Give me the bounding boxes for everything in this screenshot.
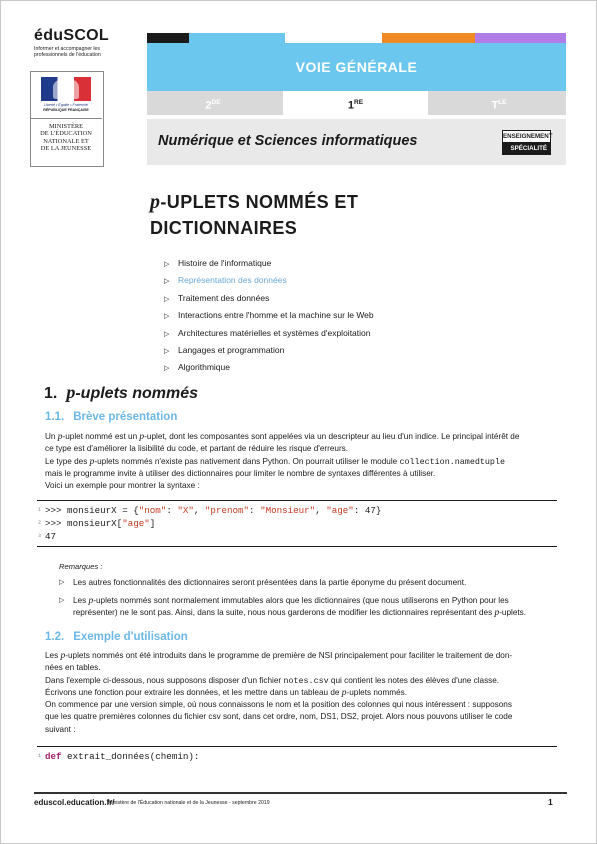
code-block-function[interactable]: [37, 746, 557, 765]
code-text: ,: [315, 505, 327, 516]
ministry-line: DE LA JEUNESSE: [40, 145, 92, 153]
eduscol-logo[interactable]: éduSCOL: [34, 27, 109, 44]
paragraph-presentation: [45, 431, 557, 492]
code-string: "nom": [138, 505, 167, 516]
theme-item[interactable]: [164, 361, 374, 378]
code-line: [37, 504, 557, 517]
math-variable: p: [139, 432, 145, 442]
code-text: :: [166, 505, 178, 516]
text: représenter) ne le sont pas. Ainsi, dans la suite, nous nous garderons de modifier les dictionnaires représentant des: [73, 608, 495, 618]
title-line1: -UPLETS NOMMÉS ET: [160, 192, 359, 212]
text: -uplets nommés.: [346, 687, 408, 697]
theme-label: Représentation des données: [178, 275, 287, 286]
theme-item[interactable]: [164, 257, 374, 274]
text: -uplet nommé est un: [62, 432, 140, 441]
subsection-heading: [45, 631, 188, 643]
theme-item[interactable]: [164, 344, 374, 361]
color-strip-purple: [475, 33, 566, 43]
paragraph-example: [45, 650, 557, 736]
ministry-line: DE L'ÉDUCATION: [40, 130, 92, 138]
theme-label: Interactions entre l'homme et la machine sur le Web: [178, 310, 374, 321]
level-label: 1: [347, 99, 355, 112]
subsection-title: Exemple d'utilisation: [73, 631, 188, 643]
text-line: [45, 675, 557, 687]
section-number: 1.: [44, 385, 58, 402]
code-keyword: def: [45, 751, 62, 762]
text: Un: [45, 432, 58, 441]
text-line: mais le programme invite à utiliser des dictionnaires pour limiter le nombre de syntaxes différentes à utiliser.: [45, 468, 436, 478]
inline-code: collection.namedtuple: [399, 456, 506, 467]
voie-banner: VOIE GÉNÉRALE: [147, 43, 566, 91]
code-text: :: [249, 505, 261, 516]
text: qui contient les notes des élèves d'une classe.: [328, 675, 500, 685]
remark-item: [59, 577, 559, 589]
text: -uplets nommés n'existe pas nativement dans Python. On pourrait utiliser le module: [94, 456, 400, 466]
section-heading: [44, 382, 198, 403]
code-text: >>> monsieurX[: [45, 518, 123, 529]
text: Les: [45, 651, 61, 660]
line-number: 2: [37, 520, 41, 526]
remark-text: [73, 595, 559, 620]
ministry-line: MINISTÈRE: [48, 123, 84, 130]
code-text: 47: [45, 531, 57, 542]
line-number: 1: [37, 753, 41, 759]
text: Dans l'exemple ci-dessous, nous supposons disposer d'un fichier: [45, 675, 284, 685]
color-strip-orange: [382, 33, 475, 43]
math-variable: p: [57, 432, 63, 442]
triangle-right-icon: ▷: [164, 261, 170, 268]
math-variable: p: [341, 687, 347, 698]
ministry-divider: [30, 118, 102, 119]
code-text: : 47}: [353, 505, 382, 516]
math-variable: p: [88, 596, 94, 606]
level-premiere[interactable]: [283, 91, 428, 115]
triangle-right-icon: ▷: [164, 330, 170, 338]
subsection-title: Brève présentation: [73, 411, 178, 423]
remark-text: Les autres fonctionnalités des dictionnaires seront présentées dans la partie éponyme du présent document.: [73, 578, 467, 587]
text: Le type des: [45, 456, 90, 466]
subsection-number: 1.2.: [45, 631, 65, 643]
code-line: [37, 530, 557, 543]
section-variable: p: [66, 382, 76, 402]
text-line: [45, 456, 557, 468]
code-text: extrait_données(chemin):: [61, 751, 200, 762]
enseignement-badge: ENSEIGNEMENT: [502, 130, 551, 143]
text-line: ce type est d'améliorer la lisibilité du code, et partant de réduire les risque d'erreurs.: [45, 444, 349, 454]
text-line: que les quatre premières colonnes du fichier csv sont, dans cet ordre, nom, DS1, DS2, projet. Alors nous pouvons utiliser le code: [45, 712, 513, 722]
text: Écrivons une fonction pour extraire les données, et les mettre dans un tableau de: [45, 687, 342, 697]
specialite-badge: SPÉCIALITÉ: [502, 142, 551, 155]
code-string: "Monsieur": [260, 505, 316, 516]
text-line: [45, 431, 557, 443]
level-suffix: RE: [354, 99, 364, 106]
math-variable: p: [89, 456, 95, 467]
text: -uplets.: [499, 608, 527, 618]
section-title: -uplets nommés: [75, 385, 199, 402]
code-line: [37, 517, 557, 530]
code-line: [37, 750, 557, 763]
color-strip-black: [147, 33, 189, 43]
triangle-right-icon: ▷: [59, 579, 65, 586]
triangle-right-icon: ▷: [164, 278, 170, 286]
code-text: ]: [149, 518, 156, 529]
theme-item[interactable]: [164, 327, 374, 344]
footer-credit: Ministère de l'Éducation nationale et de la Jeunesse - septembre 2019: [108, 800, 270, 806]
level-suffix: DE: [211, 99, 221, 106]
footer-divider: [34, 792, 567, 794]
line-number: 3: [37, 533, 41, 539]
triangle-right-icon: ▷: [164, 365, 170, 373]
text: Les: [73, 596, 89, 605]
inline-code: notes.csv: [283, 675, 329, 686]
math-variable: p: [60, 651, 66, 661]
theme-item[interactable]: [164, 292, 374, 309]
text-line: Voici un exemple pour montrer la syntaxe :: [45, 481, 200, 491]
ministry-name: [32, 123, 100, 153]
ministry-line: NATIONALE ET: [43, 137, 89, 145]
code-string: "X": [177, 505, 194, 516]
theme-label: Langages et programmation: [178, 344, 285, 355]
theme-label: Architectures matérielles et systèmes d'exploitation: [178, 327, 371, 338]
subject-title: Numérique et Sciences informatiques: [158, 133, 418, 149]
eduscol-tagline: Informer et accompagner les professionnels de l'éducation: [34, 46, 101, 58]
title-line2: DICTIONNAIRES: [150, 218, 298, 238]
text: -uplet, dont les composantes sont appelées via un descripteur au lieu d'un indice. Le principal intérêt de: [144, 432, 520, 441]
text-line: [45, 650, 557, 662]
code-string: "prenom": [204, 505, 250, 516]
remark-item: [59, 595, 559, 620]
code-text: ,: [193, 505, 205, 516]
theme-label: Traitement des données: [178, 292, 270, 303]
text-line: suivant :: [45, 724, 76, 734]
triangle-right-icon: ▷: [59, 597, 65, 604]
code-string: "age": [122, 518, 150, 529]
code-text: >>> monsieurX = {: [45, 505, 139, 516]
theme-item-active[interactable]: [164, 274, 374, 291]
subsection-number: 1.1.: [45, 411, 65, 423]
text-line: On commence par une version simple, où nous connaissons le nom et la position des colonnes qui nous intéressent : supposons: [45, 700, 512, 710]
republic-label: RÉPUBLIQUE FRANÇAISE: [43, 108, 89, 112]
level-terminale[interactable]: [432, 91, 566, 115]
remarks-title: Remarques :: [59, 562, 103, 571]
triangle-right-icon: ▷: [164, 347, 170, 355]
level-suffix: LE: [498, 99, 507, 106]
level-seconde[interactable]: [147, 91, 279, 115]
text-line: nées en tables.: [45, 663, 101, 673]
level-label: 2: [205, 99, 212, 112]
line-number: 1: [37, 507, 41, 513]
republic-motto: Liberté • Égalité • Fraternité: [44, 103, 88, 107]
text: -uplets nommés ont été introduits dans le programme de première de NSI principalement pour faciliter le traitement de don-: [65, 651, 513, 660]
theme-list: [164, 257, 374, 379]
triangle-right-icon: ▷: [164, 313, 170, 321]
text: -uplets nommés sont normalement immutables alors que les dictionnaires (que nous utiliserons en Python pour les: [93, 596, 509, 605]
code-block-example[interactable]: [37, 500, 557, 547]
class-levels: [147, 91, 566, 115]
text-line: [45, 687, 557, 699]
title-variable: p: [150, 191, 161, 213]
theme-label: Histoire de l'informatique: [178, 258, 272, 268]
color-strip-blue: [189, 33, 285, 43]
theme-item[interactable]: [164, 309, 374, 326]
code-string: "age": [326, 505, 354, 516]
theme-label: Algorithmique: [178, 362, 230, 373]
level-label: T: [491, 99, 499, 112]
footer-site-link[interactable]: eduscol.education.fr/: [34, 798, 115, 807]
page-number: 1: [548, 797, 553, 807]
document-title: [150, 189, 430, 241]
marianne-profile-icon: [53, 79, 79, 99]
subsection-heading: [45, 411, 177, 423]
math-variable: p: [494, 608, 500, 619]
triangle-right-icon: ▷: [164, 295, 170, 303]
